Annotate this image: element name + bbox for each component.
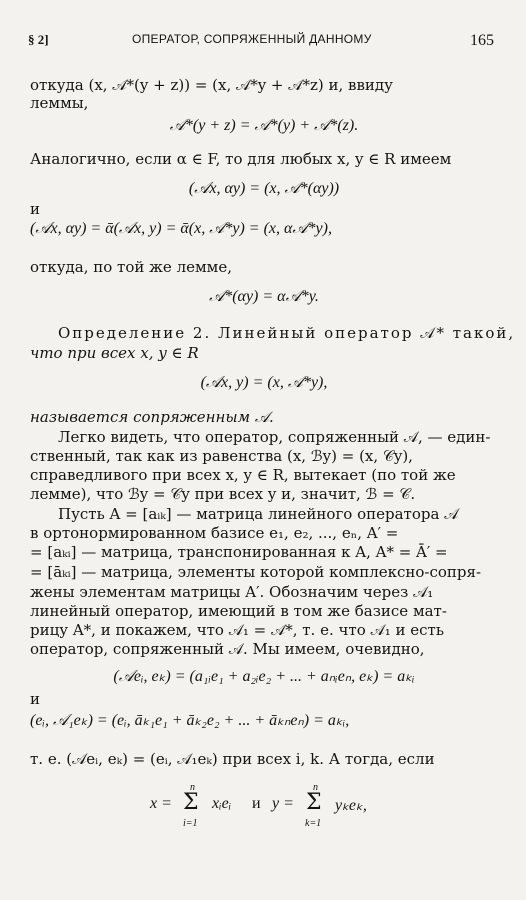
sum-formula: [0, 782, 526, 832]
formula-line: 𝒜*(αy) = α𝒜*y.: [209, 288, 319, 305]
sum-upper-limit: n: [313, 782, 318, 793]
formula-line: 𝒜*(y + z) = 𝒜*(y) + 𝒜*(z).: [169, 117, 359, 134]
text-line: жены элементам матрицы A′. Обозначим через 𝒜₁: [30, 583, 434, 601]
sum-lower-limit: k=1: [305, 818, 322, 829]
text-line: называется сопряженным 𝒜.: [30, 408, 274, 426]
definition-line: [58, 324, 516, 342]
page-number: 165: [470, 32, 494, 49]
text-line: в ортонормированном базисе e₁, e₂, ..., eₙ, A′ =: [30, 524, 399, 542]
section-mark: § 2]: [28, 32, 49, 47]
text-line: справедливого при всех x, y ∈ R, вытекает (по той же: [30, 466, 456, 484]
text-line: ственный, так как из равенства (x, ℬy) = (x, 𝒞y),: [30, 447, 413, 465]
definition-line: что при всех x, y ∈ R: [30, 344, 199, 362]
text-line: т. е. (𝒜eᵢ, eₖ) = (eᵢ, 𝒜₁eₖ) при всех i, k. А тогда, если: [30, 750, 435, 768]
y-lhs: y =: [272, 795, 294, 812]
text-line: и: [30, 200, 40, 218]
x-lhs: x =: [150, 795, 172, 812]
conjunction: и: [252, 795, 261, 812]
formula-line: (𝒜eᵢ, eₖ) = (a₁ᵢe₁ + a₂ᵢe₂ + ... + aₙᵢeₙ, eₖ) = aₖᵢ: [113, 668, 415, 685]
running-header: [0, 32, 526, 52]
formula-line: (𝒜x, αy) = ᾱ(𝒜x, y) = ᾱ(x, 𝒜*y) = (x, α𝒜*y),: [30, 220, 332, 237]
formula-line: (𝒜x, αy) = (x, 𝒜*(αy)): [188, 180, 340, 197]
text-line: оператор, сопряженный 𝒜. Мы имеем, очевидно,: [30, 640, 425, 658]
text-line: Аналогично, если α ∈ F, то для любых x, y ∈ R имеем: [30, 150, 452, 168]
x-term: xᵢeᵢ: [212, 795, 232, 812]
text-line: откуда (x, 𝒜*(y + z)) = (x, 𝒜*y + 𝒜*z) и, ввиду: [30, 76, 393, 94]
text-line: лемме), что ℬy = 𝒞y при всех y и, значит, ℬ = 𝒞.: [30, 485, 416, 503]
definition-term: Определение 2. Линейный оператор 𝒜* такой,: [58, 324, 516, 342]
sum-upper-limit: n: [190, 782, 195, 793]
text-line: откуда, по той же лемме,: [30, 258, 232, 276]
text-line: Легко видеть, что оператор, сопряженный 𝒜, — един-: [58, 428, 491, 446]
sigma-symbol: Σ: [306, 790, 322, 815]
text-line: Пусть A = [aᵢₖ] — матрица линейного оператора 𝒜: [58, 505, 459, 523]
sigma-symbol: Σ: [183, 790, 199, 815]
sum-lower-limit: i=1: [183, 818, 198, 829]
text-line: леммы,: [30, 94, 89, 112]
text-line: = [aₖᵢ] — матрица, транспонированная к A, A* = Ā′ =: [30, 543, 448, 561]
text-line: рицу A*, и покажем, что 𝒜₁ = 𝒜*, т. е. что 𝒜₁ и есть: [30, 621, 444, 639]
running-title: ОПЕРАТОР, СОПРЯЖЕННЫЙ ДАННОМУ: [132, 32, 372, 46]
formula-line: (eᵢ, 𝒜₁eₖ) = (eᵢ, āₖ₁e₁ + āₖ₂e₂ + ... + āₖₙeₙ) = aₖᵢ,: [30, 712, 350, 729]
text-line: и: [30, 690, 40, 708]
text-line: линейный оператор, имеющий в том же базисе мат-: [30, 602, 447, 620]
text-line: = [āₖᵢ] — матрица, элементы которой комплексно-сопря-: [30, 563, 482, 581]
y-term: yₖeₖ,: [335, 797, 367, 814]
formula-line: (𝒜x, y) = (x, 𝒜*y),: [200, 374, 328, 391]
